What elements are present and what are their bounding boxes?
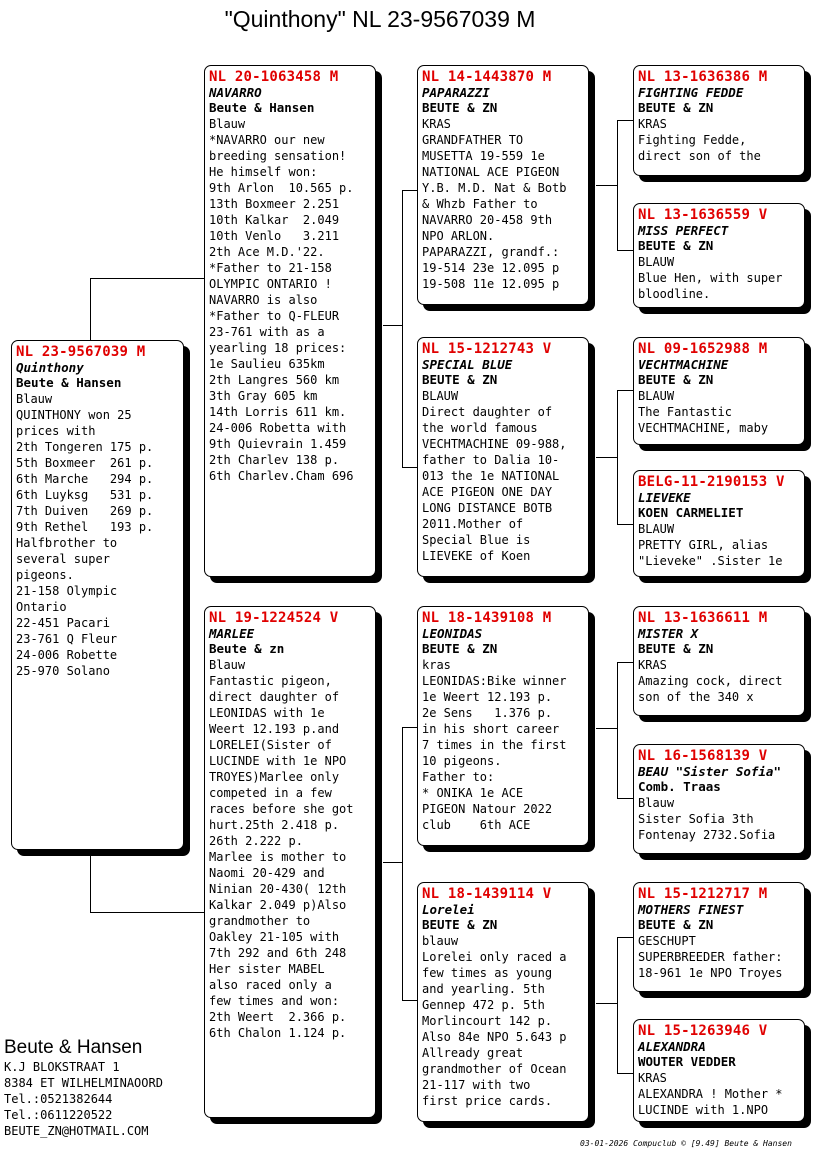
pigeon-color: BLAUW [638, 389, 675, 403]
note-line: *NAVARRO our new [209, 133, 325, 147]
ring-number: NL 20-1063458 M [209, 69, 339, 85]
pigeon-notes [638, 1086, 800, 1118]
pigeon-notes [422, 673, 584, 833]
pigeon-card-subject[interactable] [11, 340, 184, 850]
pigeon-color: KRAS [422, 117, 451, 131]
note-line: 2th Charlev 138 p. [209, 453, 340, 467]
note-line: 19-508 11e 12.095 p [422, 277, 560, 291]
connector-line [617, 120, 618, 250]
note-line: 10 pigeons. [422, 754, 502, 768]
note-line: 7 times in the first [422, 738, 567, 752]
note-line: 6th Marche 294 p. [16, 472, 154, 486]
pigeon-name: SPECIAL BLUE [422, 357, 513, 372]
pigeon-color: KRAS [638, 117, 667, 131]
connector-line [402, 467, 417, 468]
note-line: 2th Weert 2.366 p. [209, 1010, 347, 1024]
note-line: He himself won: [209, 165, 318, 179]
note-line: 7th Duiven 269 p. [16, 504, 154, 518]
connector-line [617, 662, 633, 663]
note-line: Direct daughter of [422, 405, 553, 419]
note-line: 25-970 Solano [16, 664, 110, 678]
connector-line [617, 662, 618, 798]
note-line: 21-117 with two [422, 1078, 531, 1092]
note-line: Naomi 20-429 and [209, 866, 325, 880]
note-line: club 6th ACE [422, 818, 531, 832]
pigeon-name: BEAU "Sister Sofia" [638, 764, 781, 779]
note-line: 9th Quievrain 1.459 [209, 437, 347, 451]
note-line: LUCINDE with 1e NPO [209, 754, 347, 768]
pigeon-name: MISTER X [638, 626, 699, 641]
note-line: The Fantastic [638, 405, 732, 419]
pigeon-notes [209, 132, 371, 484]
ring-number: BELG-11-2190153 V [638, 474, 785, 490]
note-line: grandmother of Ocean [422, 1062, 567, 1076]
pigeon-card-ggp-6[interactable] [633, 744, 805, 854]
ring-number: NL 16-1568139 V [638, 748, 768, 764]
note-line: NAVARRO 20-458 9th [422, 213, 553, 227]
note-line: MUSETTA 19-559 1e [422, 149, 545, 163]
pigeon-color: Blauw [16, 392, 53, 406]
pigeon-card-maternal-grandsire[interactable] [417, 606, 589, 846]
ring-number: NL 19-1224524 V [209, 610, 339, 626]
note-line: son of the 340 x [638, 690, 754, 704]
footer-credit: 03-01-2026 Compuclub © [9.49] Beute & Hansen [580, 1139, 792, 1148]
note-line: LEONIDAS:Bike winner [422, 674, 567, 688]
pigeon-color: BLAUW [638, 255, 675, 269]
note-line: and yearling. 5th [422, 982, 545, 996]
note-line: 13th Boxmeer 2.251 [209, 197, 340, 211]
note-line: father to Dalia 10- [422, 453, 560, 467]
pigeon-color: KRAS [638, 658, 667, 672]
note-line: direct son of the [638, 149, 761, 163]
connector-line [90, 278, 204, 279]
breeder-name: BEUTE & ZN [422, 372, 498, 387]
ring-number: NL 23-9567039 M [16, 344, 146, 360]
connector-line [90, 912, 204, 913]
connector-line [402, 190, 403, 468]
pigeon-color: GESCHUPT [638, 934, 696, 948]
breeder-name: BEUTE & ZN [422, 641, 498, 656]
pigeon-color: BLAUW [638, 522, 675, 536]
note-line: PIGEON Natour 2022 [422, 802, 553, 816]
note-line: Y.B. M.D. Nat & Botb [422, 181, 567, 195]
pigeon-card-maternal-granddam[interactable] [417, 882, 589, 1122]
note-line: 10th Kalkar 2.049 [209, 213, 340, 227]
note-line: 6th Luyksg 531 p. [16, 488, 154, 502]
pigeon-notes [638, 537, 800, 569]
note-line: Gennep 472 p. 5th [422, 998, 545, 1012]
note-line: 23-761 Q Fleur [16, 632, 118, 646]
note-line: 2th Tongeren 175 p. [16, 440, 154, 454]
note-line: ALEXANDRA ! Mother * [638, 1087, 783, 1101]
owner-address-line: K.J BLOKSTRAAT 1 [4, 1060, 120, 1074]
breeder-name: Beute & zn [209, 641, 285, 656]
note-line: * ONIKA 1e ACE [422, 786, 524, 800]
pigeon-name: MISS PERFECT [638, 223, 729, 238]
pigeon-notes [638, 132, 800, 164]
pigeon-card-ggp-7[interactable] [633, 882, 805, 992]
breeder-name: BEUTE & ZN [638, 641, 714, 656]
pigeon-card-ggp-8[interactable] [633, 1019, 805, 1122]
note-line: 2th Ace M.D.'22. [209, 245, 325, 259]
pigeon-name: FIGHTING FEDDE [638, 85, 744, 100]
owner-address-line: 8384 ET WILHELMINAOORD [4, 1076, 163, 1090]
note-line: races before she got [209, 802, 354, 816]
breeder-name: Beute & Hansen [209, 100, 315, 115]
connector-line [617, 390, 633, 391]
pigeon-card-sire[interactable] [204, 65, 376, 577]
pigeon-notes [209, 673, 371, 1041]
note-line: Ontario [16, 600, 67, 614]
note-line: 013 the 1e NATIONAL [422, 469, 560, 483]
connector-line [402, 190, 417, 191]
note-line: 23-761 with as a [209, 325, 325, 339]
ring-number: NL 14-1443870 M [422, 69, 552, 85]
connector-line [617, 390, 618, 524]
note-line: LIEVEKE of Koen [422, 549, 531, 563]
note-line: LONG DISTANCE BOTB [422, 501, 553, 515]
note-line: 1e Saulieu 635km [209, 357, 325, 371]
note-line: also raced only a [209, 978, 332, 992]
ring-number: NL 13-1636386 M [638, 69, 768, 85]
connector-line [596, 457, 617, 458]
pigeon-notes [638, 811, 800, 843]
note-line: Sister Sofia 3th [638, 812, 754, 826]
note-line: 1e Weert 12.193 p. [422, 690, 553, 704]
pigeon-card-paternal-grandsire[interactable] [417, 65, 589, 305]
pigeon-color: BLAUW [422, 389, 459, 403]
ring-number: NL 09-1652988 M [638, 341, 768, 357]
note-line: OLYMPIC ONTARIO ! [209, 277, 332, 291]
note-line: Ninian 20-430( 12th [209, 882, 347, 896]
pigeon-card-dam[interactable] [204, 606, 376, 1118]
ring-number: NL 18-1439108 M [422, 610, 552, 626]
note-line: 24-006 Robetta with [209, 421, 347, 435]
note-line: few times as young [422, 966, 553, 980]
note-line: 18-961 1e NPO Troyes [638, 966, 783, 980]
pigeon-card-ggp-4[interactable] [633, 470, 805, 577]
owner-block [4, 1037, 163, 1139]
note-line: Also 84e NPO 5.643 p [422, 1030, 567, 1044]
note-line: NAVARRO is also [209, 293, 318, 307]
note-line: 14th Lorris 611 km. [209, 405, 347, 419]
note-line: SUPERBREEDER father: [638, 950, 783, 964]
pigeon-notes [638, 404, 800, 436]
pigeon-notes [422, 404, 584, 564]
note-line: Fighting Fedde, [638, 133, 747, 147]
ring-number: NL 18-1439114 V [422, 886, 552, 902]
note-line: 5th Boxmeer 261 p. [16, 456, 154, 470]
pigeon-name: ALEXANDRA [638, 1039, 706, 1054]
connector-line [596, 728, 617, 729]
note-line: GRANDFATHER TO [422, 133, 524, 147]
breeder-name: KOEN CARMELIET [638, 505, 744, 520]
connector-line [90, 850, 91, 912]
note-line: 9th Arlon 10.565 p. [209, 181, 354, 195]
breeder-name: BEUTE & ZN [638, 372, 714, 387]
note-line: Marlee is mother to [209, 850, 347, 864]
pigeon-card-ggp-1[interactable] [633, 65, 805, 176]
owner-phone: Tel.:0611220522 [4, 1108, 113, 1122]
breeder-name: BEUTE & ZN [422, 917, 498, 932]
note-line: 19-514 23e 12.095 p [422, 261, 560, 275]
pigeon-name: Lorelei [422, 902, 475, 917]
note-line: VECHTMACHINE, maby [638, 421, 769, 435]
note-line: VECHTMACHINE 09-988, [422, 437, 567, 451]
note-line: few times and won: [209, 994, 340, 1008]
note-line: LUCINDE with 1.NPO [638, 1103, 769, 1117]
pigeon-name: VECHTMACHINE [638, 357, 729, 372]
breeder-name: Beute & Hansen [16, 375, 122, 390]
note-line: 24-006 Robette [16, 648, 118, 662]
pigeon-notes [638, 270, 800, 302]
connector-line [596, 185, 617, 186]
breeder-name: BEUTE & ZN [638, 100, 714, 115]
pigeon-name: MOTHERS FINEST [638, 902, 744, 917]
pigeon-color: blauw [422, 934, 459, 948]
note-line: LORELEI(Sister of [209, 738, 332, 752]
owner-email[interactable]: BEUTE_ZN@HOTMAIL.COM [4, 1124, 149, 1138]
page-title: "Quinthony" NL 23-9567039 M [224, 6, 536, 32]
note-line: bloodline. [638, 287, 711, 301]
connector-line [617, 524, 633, 525]
pigeon-name: LIEVEKE [638, 490, 691, 505]
note-line: PAPARAZZI, grandf.: [422, 245, 560, 259]
note-line: Special Blue is [422, 533, 531, 547]
ring-number: NL 15-1212743 V [422, 341, 552, 357]
note-line: 6th Chalon 1.124 p. [209, 1026, 347, 1040]
note-line: Her sister MABEL [209, 962, 325, 976]
pigeon-color: Blauw [638, 796, 675, 810]
pigeon-notes [422, 949, 584, 1109]
note-line: ACE PIGEON ONE DAY [422, 485, 553, 499]
note-line: 2th Langres 560 km [209, 373, 340, 387]
pigeon-notes [638, 949, 800, 981]
pigeon-color: kras [422, 658, 451, 672]
connector-line [617, 1073, 633, 1074]
note-line: 7th 292 and 6th 248 [209, 946, 347, 960]
owner-name: Beute & Hansen [4, 1037, 143, 1058]
note-line: NATIONAL ACE PIGEON [422, 165, 560, 179]
note-line: several super [16, 552, 110, 566]
note-line: 2e Sens 1.376 p. [422, 706, 553, 720]
pigeon-name: LEONIDAS [422, 626, 483, 641]
pigeon-color: Blauw [209, 117, 246, 131]
note-line: prices with [16, 424, 96, 438]
connector-line [402, 727, 417, 728]
breeder-name: BEUTE & ZN [422, 100, 498, 115]
note-line: in his short career [422, 722, 560, 736]
note-line: hurt.25th 2.418 p. [209, 818, 340, 832]
breeder-name: BEUTE & ZN [638, 917, 714, 932]
connector-line [617, 798, 633, 799]
note-line: & Whzb Father to [422, 197, 538, 211]
note-line: Fantastic pigeon, [209, 674, 332, 688]
breeder-name: Comb. Traas [638, 779, 721, 794]
pigeon-name: PAPARAZZI [422, 85, 490, 100]
note-line: 22-451 Pacari [16, 616, 110, 630]
note-line: 21-158 Olympic [16, 584, 118, 598]
note-line: 26th 2.222 p. [209, 834, 303, 848]
pigeon-name: MARLEE [209, 626, 255, 641]
pigeon-card-ggp-3[interactable] [633, 337, 805, 445]
breeder-name: WOUTER VEDDER [638, 1054, 736, 1069]
pigeon-card-paternal-granddam[interactable] [417, 337, 589, 577]
connector-line [617, 250, 633, 251]
pigeon-color: Blauw [209, 658, 246, 672]
connector-line [617, 120, 633, 121]
note-line: first price cards. [422, 1094, 553, 1108]
note-line: TROYES)Marlee only [209, 770, 340, 784]
ring-number: NL 15-1212717 M [638, 886, 768, 902]
note-line: 3th Gray 605 km [209, 389, 318, 403]
connector-line [383, 325, 402, 326]
note-line: 2011.Mother of [422, 517, 524, 531]
pigeon-card-ggp-5[interactable] [633, 606, 805, 716]
note-line: Oakley 21-105 with [209, 930, 340, 944]
breeder-name: BEUTE & ZN [638, 238, 714, 253]
note-line: 9th Rethel 193 p. [16, 520, 154, 534]
pigeon-color: KRAS [638, 1071, 667, 1085]
connector-line [402, 1000, 417, 1001]
connector-line [402, 727, 403, 1001]
pigeon-notes [16, 407, 179, 679]
note-line: direct daughter of [209, 690, 340, 704]
note-line: grandmother to [209, 914, 311, 928]
note-line: *Father to Q-FLEUR [209, 309, 340, 323]
note-line: Blue Hen, with super [638, 271, 783, 285]
note-line: PRETTY GIRL, alias [638, 538, 769, 552]
note-line: NPO ARLON. [422, 229, 495, 243]
ring-number: NL 13-1636559 V [638, 207, 768, 223]
note-line: yearling 18 prices: [209, 341, 347, 355]
connector-line [617, 937, 633, 938]
note-line: Weert 12.193 p.and [209, 722, 340, 736]
pigeon-card-ggp-2[interactable] [633, 203, 805, 308]
note-line: "Lieveke" .Sister 1e [638, 554, 783, 568]
note-line: Lorelei only raced a [422, 950, 567, 964]
pigeon-name: Quinthony [16, 360, 84, 375]
note-line: the world famous [422, 421, 538, 435]
note-line: 10th Venlo 3.211 [209, 229, 340, 243]
connector-line [596, 1003, 617, 1004]
connector-line [617, 937, 618, 1073]
note-line: QUINTHONY won 25 [16, 408, 132, 422]
note-line: breeding sensation! [209, 149, 347, 163]
pigeon-notes [422, 132, 584, 292]
note-line: Halfbrother to [16, 536, 118, 550]
note-line: Kalkar 2.049 p)Also [209, 898, 347, 912]
ring-number: NL 15-1263946 V [638, 1023, 768, 1039]
note-line: Fontenay 2732.Sofia [638, 828, 776, 842]
note-line: Allready great [422, 1046, 524, 1060]
pigeon-name: NAVARRO [209, 85, 262, 100]
pigeon-notes [638, 673, 800, 705]
note-line: pigeons. [16, 568, 74, 582]
connector-line [90, 278, 91, 342]
note-line: competed in a few [209, 786, 332, 800]
note-line: Morlincourt 142 p. [422, 1014, 553, 1028]
ring-number: NL 13-1636611 M [638, 610, 768, 626]
note-line: LEONIDAS with 1e [209, 706, 325, 720]
note-line: *Father to 21-158 [209, 261, 332, 275]
note-line: Amazing cock, direct [638, 674, 783, 688]
note-line: 6th Charlev.Cham 696 [209, 469, 354, 483]
connector-line [383, 862, 402, 863]
note-line: Father to: [422, 770, 495, 784]
owner-phone: Tel.:0521382644 [4, 1092, 113, 1106]
